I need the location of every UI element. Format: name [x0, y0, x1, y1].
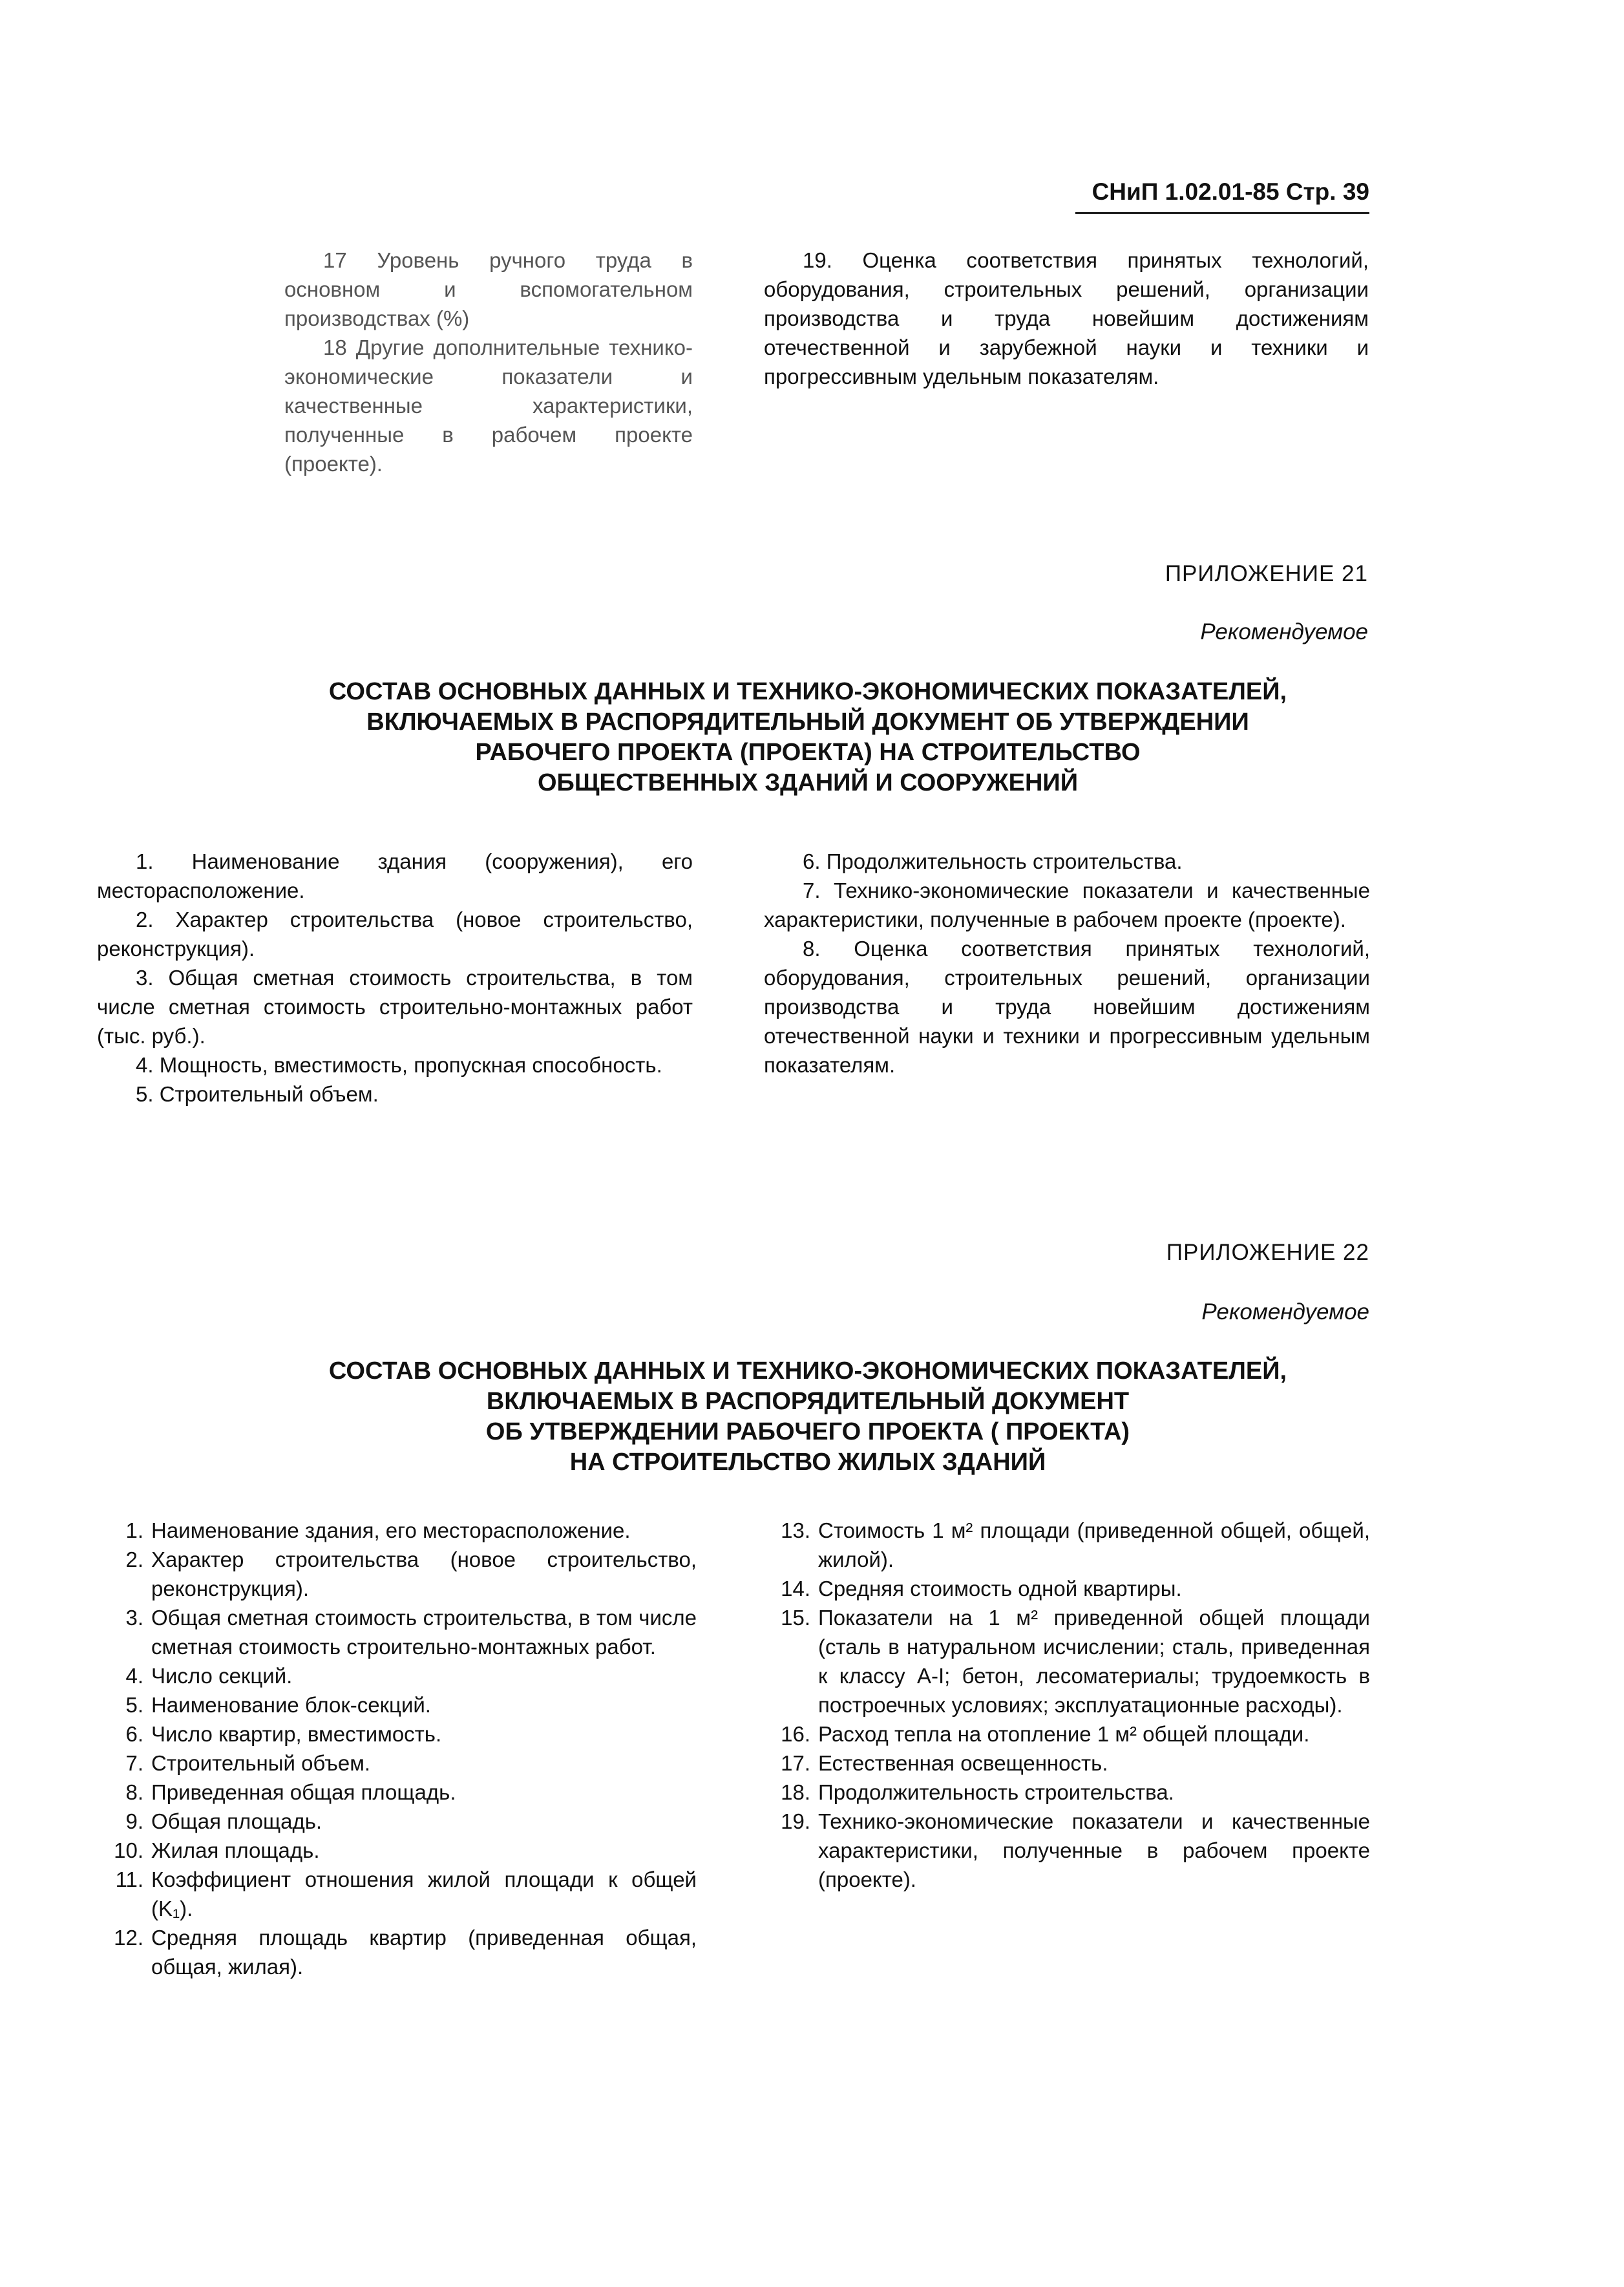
- item-text: Наименование блок-секций.: [151, 1693, 431, 1717]
- item-text: Жилая площадь.: [151, 1838, 320, 1862]
- item-text: Средняя площадь квартир (приведенная общая, общая, жилая).: [151, 1926, 697, 1979]
- appendix-21-left-column: [97, 847, 693, 1109]
- list-item: 7. Технико-экономические показатели и качественные характеристики, полученные в рабочем проекте (проекте).: [764, 878, 1370, 931]
- item-number: 2.: [125, 1548, 143, 1571]
- title-line: СОСТАВ ОСНОВНЫХ ДАННЫХ И ТЕХНИКО-ЭКОНОМИЧЕСКИХ ПОКАЗАТЕЛЕЙ,: [328, 1357, 1287, 1385]
- appendix-21-title: [194, 677, 1422, 798]
- title-line: ОБ УТВЕРЖДЕНИИ РАБОЧЕГО ПРОЕКТА ( ПРОЕКТА): [485, 1418, 1130, 1445]
- list-item: [97, 1603, 697, 1661]
- appendix-22-status: Рекомендуемое: [1201, 1299, 1369, 1324]
- top-right-column: [764, 246, 1369, 391]
- item-number: 18.: [781, 1780, 810, 1804]
- list-item: 5. Строительный объем.: [136, 1082, 379, 1106]
- list-item: [97, 1749, 697, 1778]
- list-item: 19. Оценка соответствия принятых технологий, оборудования, строительных решений, организации производства и труда новейшим достижениям отечественной и зарубежной науки и техники и прогрессивным удельным показателям.: [764, 248, 1369, 388]
- list-item: 1. Наименование здания (сооружения), его месторасположение.: [97, 849, 693, 902]
- list-item: [97, 1865, 697, 1923]
- item-text: Расход тепла на отопление 1 м² общей площади.: [818, 1722, 1310, 1746]
- item-text: Средняя стоимость одной квартиры.: [818, 1577, 1182, 1601]
- list-item: [97, 1690, 697, 1719]
- item-text: Число квартир, вместимость.: [151, 1722, 442, 1746]
- page-header-doc-ref: СНиП 1.02.01-85 Стр. 39: [1075, 178, 1369, 214]
- top-left-column: [284, 246, 693, 478]
- item-number: 16.: [781, 1722, 810, 1746]
- list-item: [97, 1836, 697, 1865]
- appendix-22-right-list: [743, 1516, 1370, 1894]
- list-item: 18 Другие дополнительные технико-экономические показатели и качественные характеристики, полученные в рабочем проекте (проекте).: [284, 335, 693, 476]
- item-number: 17.: [781, 1751, 810, 1775]
- item-text: Продолжительность строительства.: [818, 1780, 1174, 1804]
- list-item: [743, 1516, 1370, 1574]
- item-number: 3.: [125, 1606, 143, 1630]
- title-line: ОБЩЕСТВЕННЫХ ЗДАНИЙ И СООРУЖЕНИЙ: [537, 769, 1079, 796]
- list-item: [743, 1749, 1370, 1778]
- list-item: [97, 1661, 697, 1690]
- item-number: 12.: [114, 1926, 143, 1950]
- item-text: Число секций.: [151, 1664, 293, 1688]
- list-item: [97, 1923, 697, 1981]
- item-number: 1.: [125, 1518, 143, 1542]
- title-line: НА СТРОИТЕЛЬСТВО ЖИЛЫХ ЗДАНИЙ: [569, 1449, 1046, 1476]
- item-number: 8.: [125, 1780, 143, 1804]
- item-number: 4.: [125, 1664, 143, 1688]
- title-line: СОСТАВ ОСНОВНЫХ ДАННЫХ И ТЕХНИКО-ЭКОНОМИЧЕСКИХ ПОКАЗАТЕЛЕЙ,: [328, 678, 1287, 705]
- item-number: 13.: [781, 1518, 810, 1542]
- appendix-21-status: Рекомендуемое: [1200, 619, 1368, 644]
- list-item: 17 Уровень ручного труда в основном и вспомогательном производствах (%): [284, 248, 693, 330]
- list-item: [97, 1778, 697, 1807]
- appendix-22-left-list: [97, 1516, 697, 1981]
- list-item: [97, 1719, 697, 1749]
- item-text: Наименование здания, его месторасположение.: [151, 1518, 631, 1542]
- list-item: 4. Мощность, вместимость, пропускная способность.: [136, 1053, 662, 1077]
- appendix-22-right-column: [743, 1516, 1370, 1894]
- appendix-22-title: [194, 1356, 1422, 1478]
- list-item: 3. Общая сметная стоимость строительства, в том числе сметная стоимость строительно-монтажных работ (тыс. руб.).: [97, 966, 693, 1048]
- item-text: Стоимость 1 м² площади (приведенной общей, общей, жилой).: [818, 1518, 1370, 1571]
- list-item: [743, 1719, 1370, 1749]
- item-text: Технико-экономические показатели и качественные характеристики, полученные в рабочем проекте (проекте).: [818, 1809, 1370, 1891]
- appendix-22-left-column: [97, 1516, 697, 1981]
- list-item: 2. Характер строительства (новое строительство, реконструкция).: [97, 908, 693, 961]
- item-number: 14.: [781, 1577, 810, 1601]
- item-text: Характер строительства (новое строительство, реконструкция).: [151, 1548, 697, 1601]
- list-item: [743, 1807, 1370, 1894]
- item-number: 7.: [125, 1751, 143, 1775]
- appendix-21-right-column: [764, 847, 1370, 1080]
- appendix-21-label: ПРИЛОЖЕНИЕ 21: [1165, 561, 1368, 586]
- item-number: 10.: [114, 1838, 143, 1862]
- appendix-22-label: ПРИЛОЖЕНИЕ 22: [1166, 1240, 1369, 1265]
- item-number: 11.: [115, 1867, 143, 1891]
- title-line: ВКЛЮЧАЕМЫХ В РАСПОРЯДИТЕЛЬНЫЙ ДОКУМЕНТ: [486, 1388, 1130, 1415]
- list-item: [97, 1807, 697, 1836]
- item-number: 6.: [125, 1722, 143, 1746]
- item-text: Общая сметная стоимость строительства, в том числе сметная стоимость строительно-монтажных работ.: [151, 1606, 697, 1659]
- title-line: РАБОЧЕГО ПРОЕКТА (ПРОЕКТА) НА СТРОИТЕЛЬСТВО: [475, 739, 1141, 766]
- list-item: 8. Оценка соответствия принятых технологий, оборудования, строительных решений, организации производства и труда новейшим достижениям отечественной науки и техники и прогрессивным удельным показателям.: [764, 937, 1370, 1077]
- item-text: Строительный объем.: [151, 1751, 371, 1775]
- item-text: Приведенная общая площадь.: [151, 1780, 456, 1804]
- item-text: Коэффициент отношения жилой площади к общей (K₁).: [151, 1867, 697, 1920]
- list-item: [97, 1545, 697, 1603]
- list-item: [97, 1516, 697, 1545]
- item-text: Показатели на 1 м² приведенной общей площади (сталь в натуральном исчислении; сталь, приведенная к классу А-I; бетон, лесоматериалы; трудоемкость в построечных условиях; эксплуатационные расходы).: [818, 1606, 1370, 1717]
- list-item: [743, 1603, 1370, 1719]
- title-line: ВКЛЮЧАЕМЫХ В РАСПОРЯДИТЕЛЬНЫЙ ДОКУМЕНТ ОБ УТВЕРЖДЕНИИ: [366, 708, 1249, 736]
- list-item: 6. Продолжительность строительства.: [803, 849, 1183, 873]
- item-number: 15.: [781, 1606, 810, 1630]
- item-text: Естественная освещенность.: [818, 1751, 1108, 1775]
- list-item: [743, 1778, 1370, 1807]
- item-number: 9.: [125, 1809, 143, 1833]
- item-number: 19.: [781, 1809, 810, 1833]
- list-item: [743, 1574, 1370, 1603]
- item-text: Общая площадь.: [151, 1809, 322, 1833]
- item-number: 5.: [125, 1693, 143, 1717]
